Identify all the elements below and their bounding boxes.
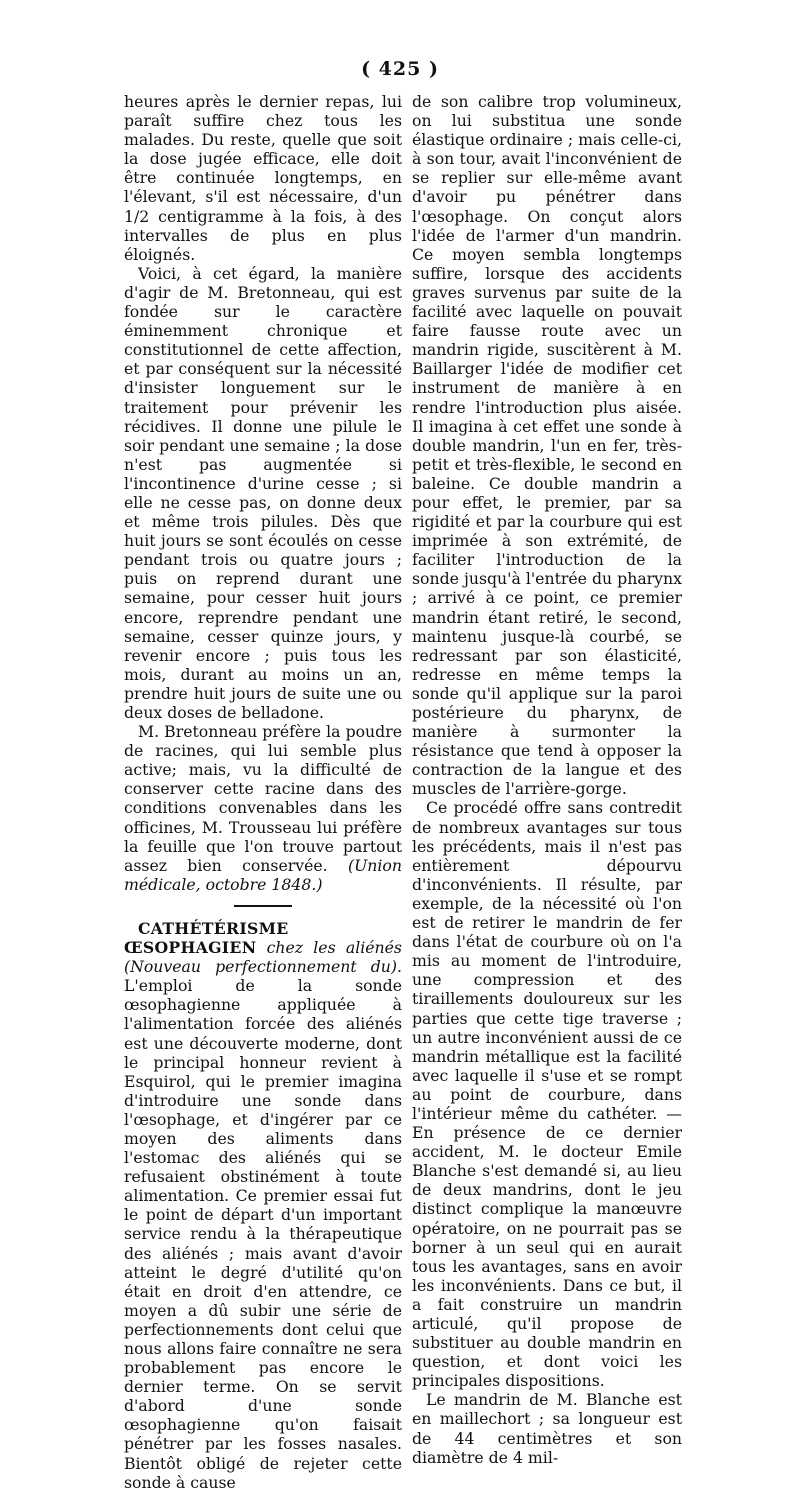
paragraph-text: L'emploi de la sonde œsophagienne appliquée à l'alimentation forcée des aliénés est une découverte moderne, dont le principal honneur revient à Esquirol, qui le premier imagina d'introduire une sonde dans l'œsophage, et d'ingérer par ce moyen des aliments dans l'estomac des aliénés qui se refusaient obstinément à toute alimentation. Ce premier essai fut le point de départ d'un important service rendu à la thérapeutique des aliénés ; mais avant d'avoir atteint le degré d'utilité qu'on était en droit d'en attendre, ce moyen a dû subir une série de perfectionnements dont celui que nous allons faire connaître ne sera probablement pas encore le dernier terme. On se servit d'abord d'une sonde œsophagienne qu'on faisait pénétrer par les fosses nasales. Bientôt obligé de rejeter cette sonde à cause (124, 976, 402, 1492)
left-column (124, 92, 402, 1492)
paragraph (124, 722, 402, 894)
paragraph: heures après le dernier repas, lui paraît suffire chez tous les malades. Du reste, quelle que soit la dose jugée efficace, elle doit être continuée longtemps, en l'élevant, s'il est nécessaire, d'un 1/2 centigramme à la fois, à des intervalles de plus en plus éloignés. (124, 92, 402, 264)
paragraph: Le mandrin de M. Blanche est en maillechort ; sa longueur est de 44 centimètres et son diamètre de 4 mil- (412, 1390, 682, 1467)
page-number: ( 425 ) (361, 58, 439, 80)
section-paragraph (124, 919, 402, 1492)
section-heading: CATHÉTÉRISME ŒSOPHAGIEN (124, 918, 289, 958)
paragraph-text: M. Bretonneau préfère la poudre de racines, qui lui semble plus active; mais, vu la difficulté de conserver cette racine dans des conditions convenables dans les officines, M. Trousseau lui préfère la feuille que l'on trouve partout assez bien conservée. (124, 722, 402, 875)
paragraph: Voici, à cet égard, la manière d'agir de M. Bretonneau, qui est fondée sur le caractère éminemment chronique et constitutionnel de cette affection, et par conséquent sur la nécessité d'insister longuement sur le traitement pour prévenir les récidives. Il donne une pilule le soir pendant une semaine ; la dose n'est pas augmentée si l'incontinence d'urine cesse ; si elle ne cesse pas, on donne deux et même trois pilules. Dès que huit jours se sont écoulés on cesse pendant trois ou quatre jours ; puis on reprend durant une semaine, pour cesser huit jours encore, reprendre pendant une semaine, cesser quinze jours, y revenir encore ; puis tous les mois, durant au moins un an, prendre huit jours de suite une ou deux doses de belladone. (124, 263, 402, 722)
section-heading-italic: chez les aliénés (Nouveau perfectionnement du). (124, 938, 402, 977)
source-citation: (Union médicale, octobre 1848.) (124, 855, 402, 894)
right-column (412, 92, 682, 1467)
paragraph: Ce procédé offre sans contredit de nombreux avantages sur tous les précédents, mais il n'est pas entièrement dépourvu d'inconvénients. Il résulte, par exemple, de la nécessité où l'on est de retirer le mandrin de fer dans l'état de courbure où on l'a mis au moment de l'introduire, une compression et des tiraillements douloureux sur les parties que cette tige traverse ; un autre inconvénient aussi de ce mandrin métallique est la facilité avec laquelle il s'use et se rompt au point de courbure, dans l'intérieur même du cathéter. — En présence de ce dernier accident, M. le docteur Emile Blanche s'est demandé si, au lieu de deux mandrins, dont le jeu distinct complique la manœuvre opératoire, on ne pourrait pas se borner à un seul qui en aurait tous les avantages, sans en avoir les inconvénients. Dans ce but, il a fait construire un mandrin articulé, qu'il propose de substituer au double mandrin en question, et dont voici les principales dispositions. (412, 798, 682, 1391)
paragraph: de son calibre trop volumineux, on lui substitua une sonde élastique ordinaire ; mais celle-ci, à son tour, avait l'inconvénient de se replier sur elle-même avant d'avoir pu pénétrer dans l'œsophage. On conçut alors l'idée de l'armer d'un mandrin. Ce moyen sembla longtemps suffire, lorsque des accidents graves survenus par suite de la facilité avec laquelle on pouvait faire fausse route avec un mandrin rigide, suscitèrent à M. Baillarger l'idée de modifier cet instrument de manière à en rendre l'introduction plus aisée. Il imagina à cet effet une sonde à double mandrin, l'un en fer, très-petit et très-flexible, le second en baleine. Ce double mandrin a pour effet, le premier, par sa rigidité et par la courbure qui est imprimée à son extrémité, de faciliter l'introduction de la sonde jusqu'à l'entrée du pharynx ; arrivé à ce point, ce premier mandrin étant retiré, le second, maintenu jusque-là courbé, se redressant par son élasticité, redresse en même temps la sonde qu'il applique sur la paroi postérieure du pharynx, de manière à surmonter la résistance que tend à opposer la contraction de la langue et des muscles de l'arrière-gorge. (412, 92, 682, 799)
section-divider (234, 905, 292, 907)
